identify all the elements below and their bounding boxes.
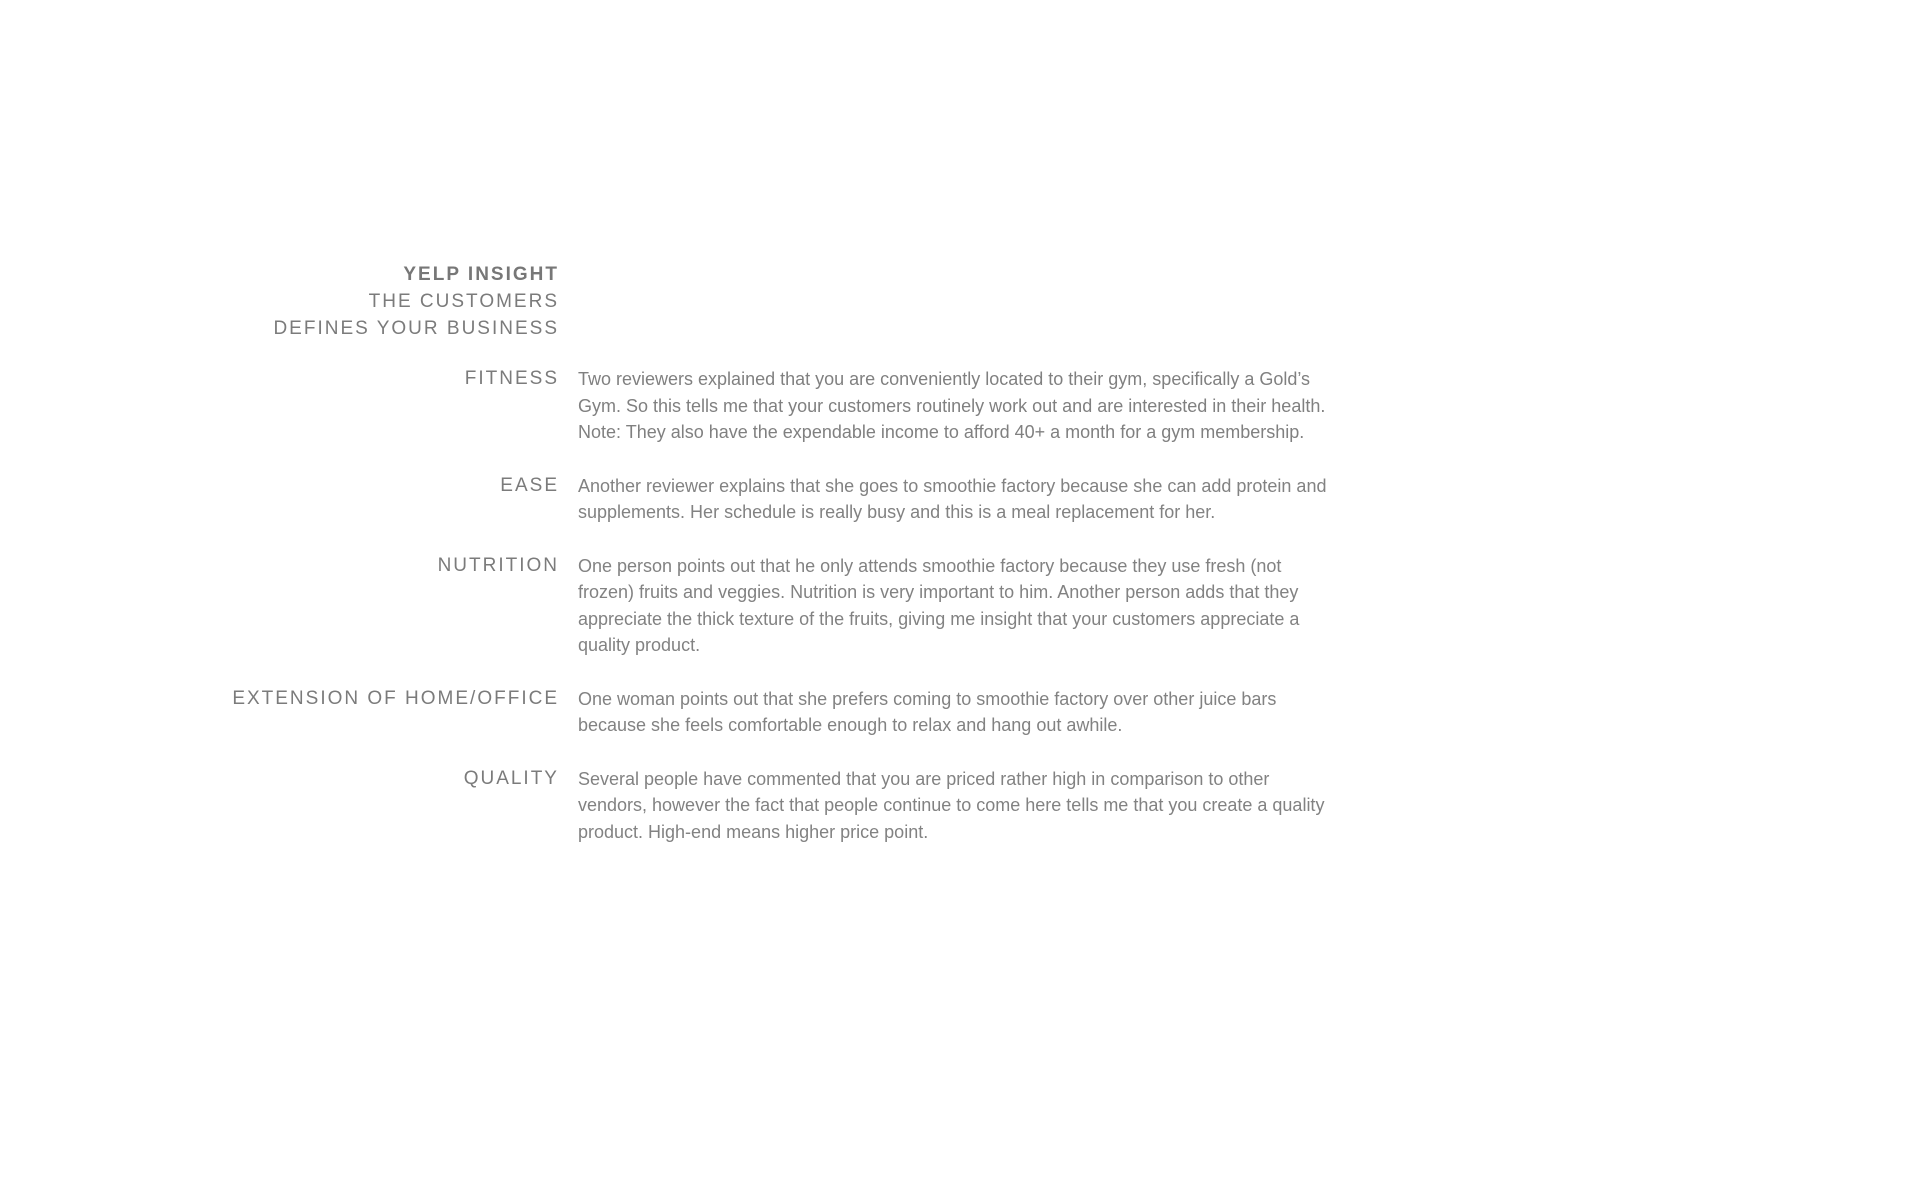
insight-text: One person points out that he only attends smoothie factory because they use fresh (not frozen) fruits and veggies. Nutrition is very important to him. Another person adds that they appreciate the thick texture of the fruits, giving me insight that your customers appreciate a quality product.: [578, 555, 1300, 655]
insight-row-quality: [0, 766, 1920, 846]
insight-label: QUALITY: [463, 767, 559, 789]
insight-text: One woman points out that she prefers coming to smoothie factory over other juice bars because she feels comfortable enough to relax and hang out awhile.: [578, 688, 1277, 735]
insight-list: [0, 366, 1920, 872]
insight-text: Another reviewer explains that she goes to smoothie factory because she can add protein and supplements. Her schedule is really busy and this is a meal replacement for her.: [578, 475, 1327, 522]
insight-row-ease: [0, 473, 1920, 526]
insight-row-nutrition: [0, 553, 1920, 659]
insight-label: EASE: [500, 474, 559, 496]
page-heading: [273, 261, 559, 342]
insight-label: FITNESS: [464, 368, 559, 389]
page-subtitle-line-2: DEFINES YOUR BUSINESS: [273, 318, 559, 339]
insight-text: Several people have commented that you are priced rather high in comparison to other vendors, however the fact that people continue to come here tells me that you create a quality product. High-end means higher price point.: [578, 768, 1325, 842]
insight-label: EXTENSION OF HOME/OFFICE: [232, 687, 559, 709]
insight-text: Two reviewers explained that you are conveniently located to their gym, specifically a Gold’s Gym. So this tells me that your customers routinely work out and are interested in their health. Note: They also have the expendable income to afford 40+ a month for a gym membership.: [578, 369, 1326, 442]
insight-row-fitness: [0, 366, 1920, 446]
insight-label: NUTRITION: [437, 554, 559, 576]
page-title: YELP INSIGHT: [403, 264, 559, 285]
page-subtitle-line-1: THE CUSTOMERS: [368, 291, 559, 312]
insight-row-extension-of-home-office: [0, 686, 1920, 739]
